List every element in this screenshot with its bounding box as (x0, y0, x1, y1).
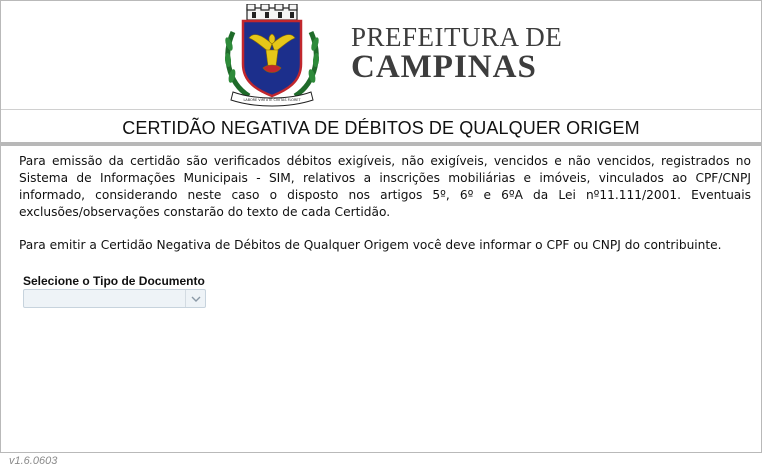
intro-paragraph-1: Para emissão da certidão são verificados débitos exigíveis, não exigíveis, vencidos e não vencidos, registrados no Sistema de Informações Municipais - SIM, relativos a inscrições mobiliárias e imóveis, vinculados ao CPF/CNPJ informado, considerando neste caso o disposto nos artigos 5º, 6º e 6ºA da Lei nº11.111/2001. Eventuais exclusões/observações constarão do texto de cada Certidão. (19, 154, 751, 219)
version-label: v1.6.0603 (9, 455, 58, 467)
brand-line-1: PREFEITURA DE (351, 22, 563, 52)
doc-type-select[interactable] (23, 289, 206, 308)
brand-line-2: CAMPINAS (351, 49, 537, 85)
intro-content (19, 153, 751, 254)
intro-paragraph-2: Para emitir a Certidão Negativa de Débitos de Qualquer Origem você deve informar o CPF ou CNPJ do contribuinte. (19, 238, 722, 252)
campinas-crest-logo (219, 4, 325, 108)
brand-wordmark (351, 23, 562, 83)
crest-motto: LABORE VIRTUTE CIVITAS FLORET (243, 98, 301, 102)
dropdown-toggle[interactable] (185, 290, 205, 307)
page-title: CERTIDÃO NEGATIVA DE DÉBITOS DE QUALQUER ORIGEM (122, 118, 640, 138)
doc-type-label: Selecione o Tipo de Documento (23, 274, 205, 288)
chevron-down-icon (191, 295, 201, 303)
page-title-bar (1, 109, 761, 146)
header (1, 1, 761, 109)
